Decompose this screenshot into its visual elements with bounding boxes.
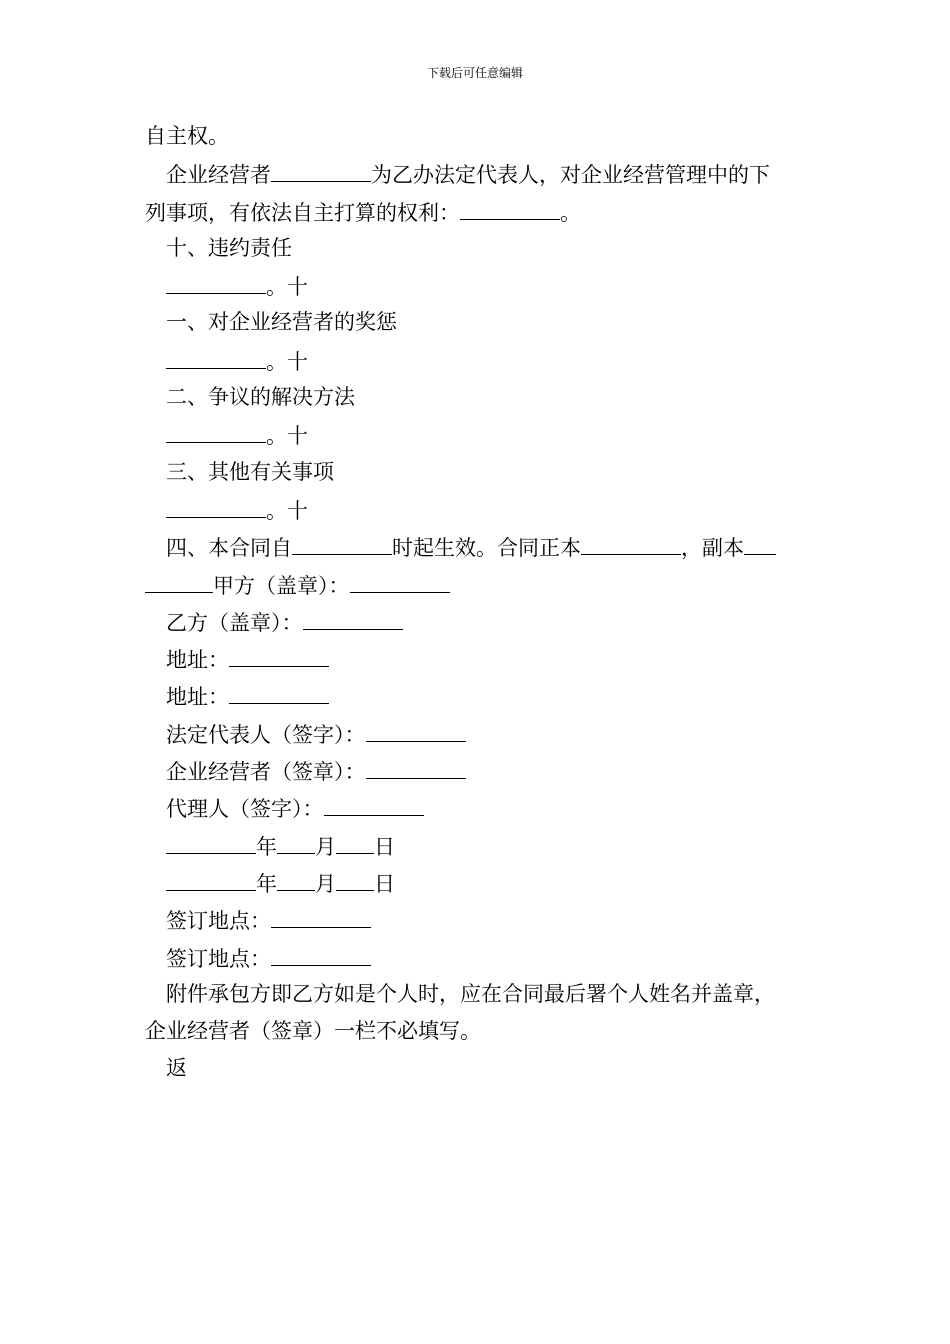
line-text: 自主权。 xyxy=(145,124,229,148)
fill-in-blank xyxy=(166,491,266,518)
document-line xyxy=(145,939,825,976)
line-text: 。十 xyxy=(266,498,308,523)
document-line xyxy=(145,789,825,826)
fill-in-blank xyxy=(166,267,266,294)
line-text: 日 xyxy=(374,871,395,896)
fill-in-blank xyxy=(366,752,466,779)
fill-in-blank xyxy=(145,566,213,593)
document-line xyxy=(145,566,825,603)
document-line xyxy=(145,379,825,416)
line-text: 一、对企业经营者的奖惩 xyxy=(166,310,397,335)
line-text: 月 xyxy=(315,834,336,859)
line-text: 签订地点： xyxy=(166,909,271,934)
document-line xyxy=(145,118,825,155)
line-text: 日 xyxy=(374,834,395,859)
document-line xyxy=(145,715,825,752)
document-line xyxy=(145,864,825,901)
fill-in-blank xyxy=(229,640,329,667)
fill-in-blank xyxy=(581,528,681,555)
line-text: 企业经营者 xyxy=(166,163,271,188)
fill-in-blank xyxy=(166,827,256,854)
fill-in-blank xyxy=(336,864,374,891)
document-line xyxy=(145,342,825,379)
document-line xyxy=(145,901,825,938)
line-text: 地址： xyxy=(166,685,229,710)
document-line xyxy=(145,603,825,640)
line-text: 返 xyxy=(166,1056,187,1081)
line-text: 列事项，有依法自主打算的权利： xyxy=(145,200,460,225)
fill-in-blank xyxy=(277,827,315,854)
line-text: 年 xyxy=(256,834,277,859)
document-line xyxy=(145,976,825,1013)
line-text: 法定代表人（签字）： xyxy=(166,722,366,747)
document-line xyxy=(145,1050,825,1087)
document-line xyxy=(145,304,825,341)
document-line xyxy=(145,677,825,714)
line-text: 。 xyxy=(560,200,581,225)
document-line xyxy=(145,491,825,528)
line-text: 甲方（盖章）： xyxy=(213,573,350,598)
page-header-note: 下载后可任意编辑 xyxy=(426,66,523,80)
fill-in-blank xyxy=(303,603,403,630)
document-body xyxy=(145,118,825,1088)
line-text: 年 xyxy=(256,871,277,896)
line-text: 月 xyxy=(315,871,336,896)
document-line xyxy=(145,230,825,267)
document-line xyxy=(145,640,825,677)
line-text: 二、争议的解决方法 xyxy=(166,385,355,410)
line-text: 企业经营者（签章）一栏不必填写。 xyxy=(145,1019,481,1044)
document-line xyxy=(145,155,825,192)
line-text: 代理人（签字）： xyxy=(166,797,324,822)
line-text: 。十 xyxy=(266,424,308,449)
line-text: 地址： xyxy=(166,648,229,673)
document-line xyxy=(145,193,825,230)
line-text: 四、本合同自 xyxy=(166,536,292,561)
fill-in-blank xyxy=(350,566,450,593)
line-text: 为乙办法定代表人，对企业经营管理中的下 xyxy=(371,163,770,188)
line-text: 三、其他有关事项 xyxy=(166,459,334,484)
document-line xyxy=(145,454,825,491)
line-text: 乙方（盖章）： xyxy=(166,610,303,635)
document-line xyxy=(145,752,825,789)
fill-in-blank xyxy=(271,155,371,182)
fill-in-blank xyxy=(277,864,315,891)
line-text: 。十 xyxy=(266,349,308,374)
line-text: 时起生效。合同正本 xyxy=(392,536,581,561)
fill-in-blank xyxy=(166,416,266,443)
fill-in-blank xyxy=(166,342,266,369)
document-line xyxy=(145,528,825,565)
fill-in-blank xyxy=(229,677,329,704)
fill-in-blank xyxy=(292,528,392,555)
document-line xyxy=(145,827,825,864)
line-text: ，副本 xyxy=(681,536,744,561)
line-text: 签订地点： xyxy=(166,946,271,971)
fill-in-blank xyxy=(166,864,256,891)
fill-in-blank xyxy=(336,827,374,854)
document-line xyxy=(145,416,825,453)
fill-in-blank xyxy=(271,901,371,928)
line-text: 企业经营者（签章）： xyxy=(166,760,366,785)
line-text: 。十 xyxy=(266,275,308,300)
document-line xyxy=(145,1013,825,1050)
fill-in-blank xyxy=(324,789,424,816)
fill-in-blank xyxy=(366,715,466,742)
line-text: 附件承包方即乙方如是个人时，应在合同最后署个人姓名并盖章， xyxy=(166,981,775,1006)
document-line xyxy=(145,267,825,304)
line-text: 十、违约责任 xyxy=(166,235,292,260)
fill-in-blank xyxy=(460,193,560,220)
fill-in-blank xyxy=(744,528,776,555)
fill-in-blank xyxy=(271,939,371,966)
